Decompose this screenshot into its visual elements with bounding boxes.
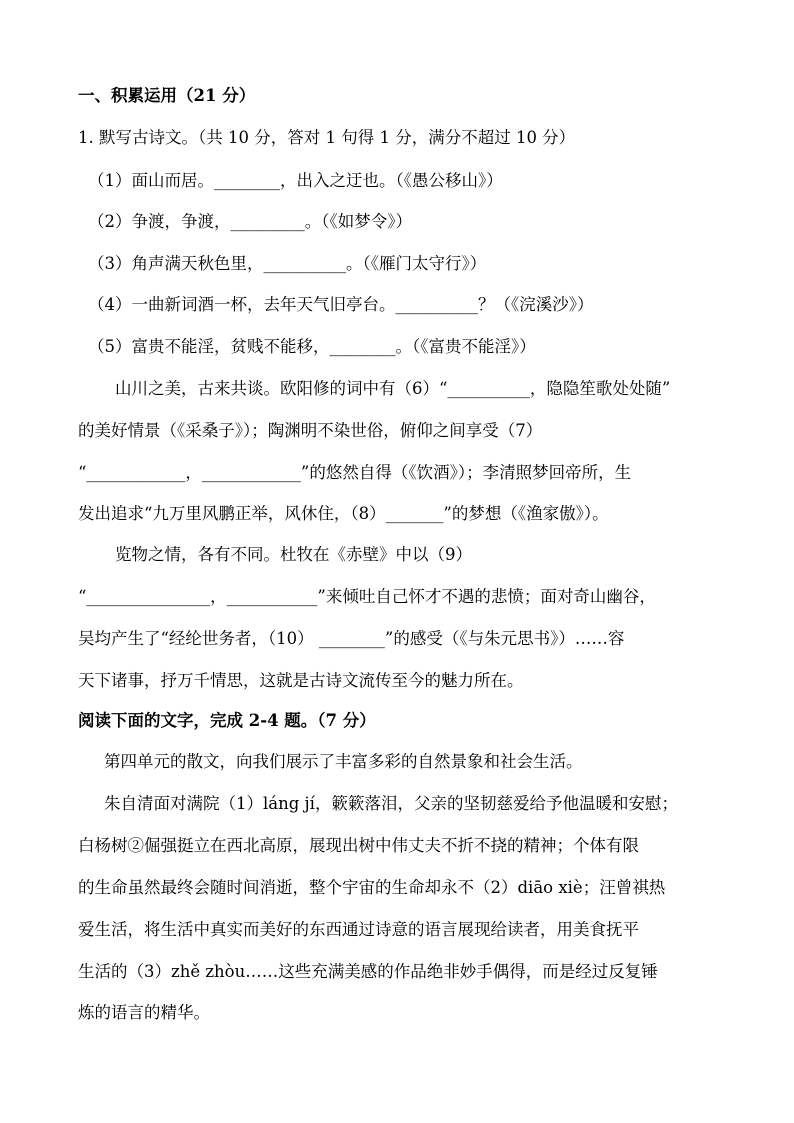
reading-line-1: 第四单元的散文，向我们展示了丰富多彩的自然景象和社会生活。 (104, 752, 583, 771)
paragraph-1-line-1: 山川之美，古来共谈。欧阳修的词中有（6）“__________，隐隐笙歌处处随” (115, 379, 671, 398)
poem-item-4: （4）一曲新词酒一杯，去年天气旧亭台。__________？（《浣溪沙》） (88, 295, 594, 314)
paragraph-2-line-1: 览物之情，各有不同。杜牧在《赤壁》中以（9） (115, 545, 472, 564)
question-1-title: 1. 默写古诗文。（共 10 分，答对 1 句得 1 分，满分不超过 10 分） (78, 128, 576, 147)
paragraph-2-line-4: 天下诸事，抒万千情思，这就是古诗文流传至今的魅力所在。 (78, 671, 524, 690)
paragraph-1-line-3: “____________，____________”的悠然自得（《饮酒》）；李清照梦回帝所，生 (78, 463, 632, 482)
reading-line-2: 朱自清面对满院（1）láng jí，簌簌落泪，父亲的坚韧慈爱给予他温暖和安慰； (104, 794, 678, 813)
section-heading: 一、积累运用（21 分） (78, 86, 256, 105)
reading-section-title: 阅读下面的文字，完成 2-4 题。（7 分） (78, 711, 376, 730)
reading-line-3: 白杨树②倔强挺立在西北高原，展现出树中伟丈夫不折不挠的精神；个体有限 (78, 836, 639, 855)
reading-line-6: 生活的（3）zhě zhòu……这些充满美感的作品绝非妙手偶得，而是经过反复锤 (78, 962, 658, 981)
reading-line-4: 的生命虽然最终会随时间消逝，整个宇宙的生命却永不（2）diāo xiè；汪曾祺热 (78, 878, 666, 897)
paragraph-1-line-2: 的美好情景（《采桑子》）；陶渊明不染世俗，俯仰之间享受（7） (78, 421, 543, 440)
reading-line-7: 炼的语言的精华。 (78, 1003, 210, 1022)
reading-line-5: 爱生活，将生活中真实而美好的东西通过诗意的语言展现给读者，用美食抚平 (78, 920, 639, 939)
poem-item-1: （1）面山而居。________，出入之迂也。（《愚公移山》） (88, 171, 503, 190)
poem-item-5: （5）富贵不能淫，贫贱不能移，________。（《富贵不能淫》） (88, 337, 536, 356)
paragraph-1-line-4: 发出追求“九万里风鹏正举，风休住，（8）_______”的梦想（《渔家傲》）。 (78, 504, 609, 523)
poem-item-3: （3）角声满天秋色里，__________。（《雁门太守行》） (88, 254, 487, 273)
poem-item-2: （2）争渡，争渡，_________。（《如梦令》） (88, 212, 412, 231)
paragraph-2-line-2: “_______________，___________”来倾吐自己怀才不遇的悲愤；面对奇山幽谷， (78, 587, 656, 606)
paragraph-2-line-3: 吴均产生了“经纶世务者，（10） ________”的感受（《与朱元思书》）……容 (78, 629, 625, 648)
